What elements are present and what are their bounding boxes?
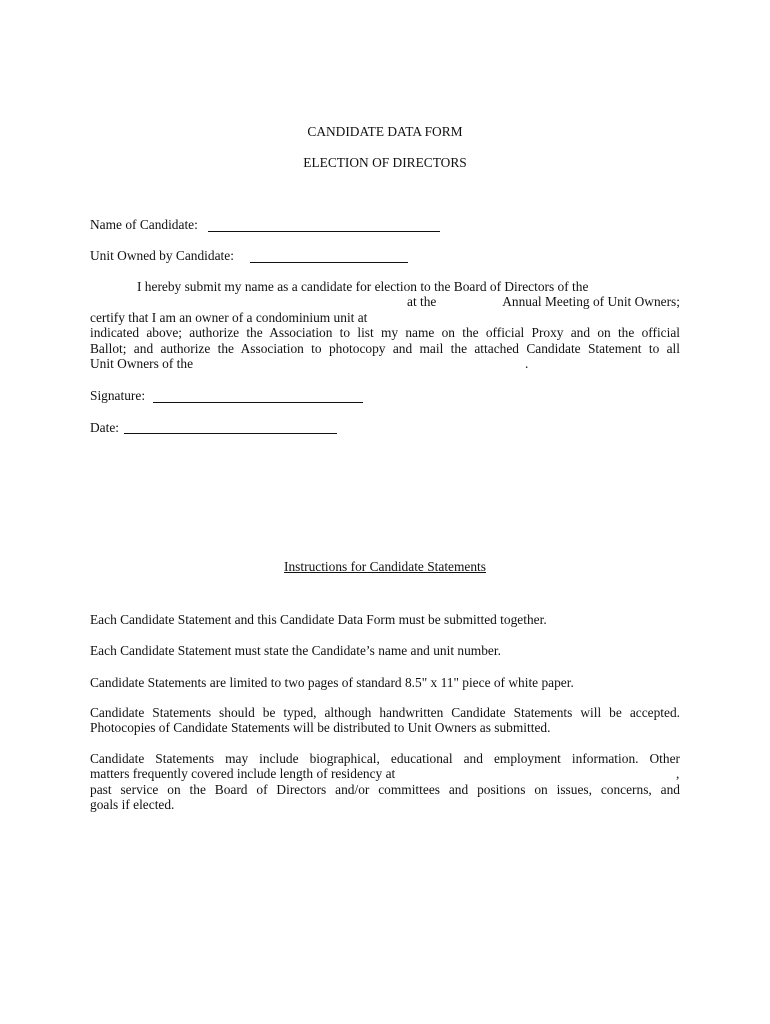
instruction-1: Each Candidate Statement and this Candidate Data Form must be submitted together. — [90, 612, 547, 627]
signature-field-line[interactable] — [153, 402, 363, 403]
cert-annual-meeting: Annual Meeting of Unit Owners; — [502, 294, 680, 309]
form-subtitle: ELECTION OF DIRECTORS — [303, 155, 467, 170]
instruction-5-line-4: goals if elected. — [90, 797, 175, 812]
instruction-3: Candidate Statements are limited to two pages of standard 8.5" x 11" piece of white paper. — [90, 675, 574, 690]
instruction-4-line-2: Photocopies of Candidate Statements will be distributed to Unit Owners as submitted. — [90, 720, 551, 735]
instruction-4-line-1: Candidate Statements should be typed, although handwritten Candidate Statements will be accepted. — [90, 705, 680, 720]
date-label: Date: — [90, 420, 119, 435]
name-field-line[interactable] — [208, 231, 440, 232]
cert-line-6-period: . — [525, 356, 529, 371]
instruction-5-line-1: Candidate Statements may include biographical, educational and employment information. Other — [90, 751, 680, 766]
form-title: CANDIDATE DATA FORM — [307, 124, 463, 139]
cert-line-5: Ballot; and authorize the Association to photocopy and mail the attached Candidate Statement to all — [90, 341, 680, 356]
unit-field-line[interactable] — [250, 262, 408, 263]
instruction-2: Each Candidate Statement must state the Candidate’s name and unit number. — [90, 643, 501, 658]
cert-line-1: I hereby submit my name as a candidate for election to the Board of Directors of the — [137, 279, 589, 294]
cert-line-6: Unit Owners of the — [90, 356, 194, 371]
unit-label: Unit Owned by Candidate: — [90, 248, 234, 263]
date-field-line[interactable] — [124, 433, 337, 434]
cert-at-the: at the — [407, 294, 437, 309]
instruction-5-line-2: matters frequently covered include length of residency at — [90, 766, 396, 781]
cert-line-3: certify that I am an owner of a condominium unit at — [90, 310, 368, 325]
instruction-5-line-2-comma: , — [676, 766, 680, 781]
name-label: Name of Candidate: — [90, 217, 198, 232]
instructions-heading: Instructions for Candidate Statements — [284, 559, 486, 574]
cert-line-4: indicated above; authorize the Association to list my name on the official Proxy and on the official — [90, 325, 680, 340]
instruction-5-line-3: past service on the Board of Directors and/or committees and positions on issues, concerns, and — [90, 782, 680, 797]
signature-label: Signature: — [90, 388, 146, 403]
